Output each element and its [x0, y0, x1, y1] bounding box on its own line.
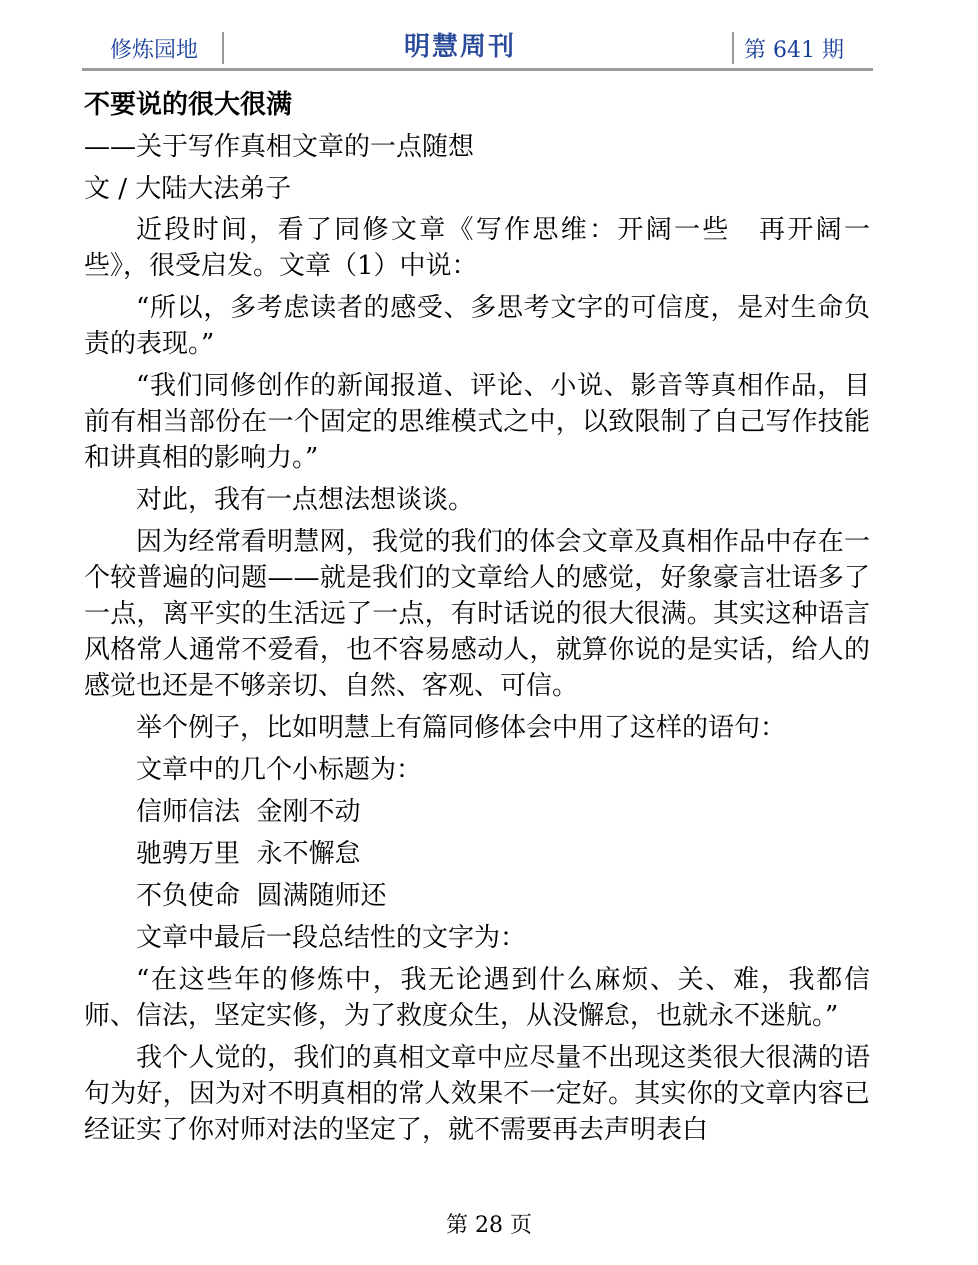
header-divider-left: [222, 32, 224, 64]
paragraph: 因为经常看明慧网，我觉的我们的体会文章及真相作品中存在一个较普遍的问题——就是我们的文章给人的感觉，好象豪言壮语多了一点，离平实的生活远了一点，有时话说的很大很满。其实这种语言风格常人通常不爱看，也不容易感动人，就算你说的是实话，给人的感觉也还是不够亲切、自然、客观、可信。: [84, 527, 870, 701]
page-header: [82, 22, 873, 71]
article-subtitle: ——关于写作真相文章的一点随想: [84, 132, 475, 162]
paragraph: 我个人觉的，我们的真相文章中应尽量不出现这类很大很满的语句为好，因为对不明真相的常人效果不一定好。其实你的文章内容已经证实了你对师对法的坚定了，就不需要再去声明表白: [84, 1043, 870, 1145]
paragraph: 对此，我有一点想法想谈谈。: [136, 485, 475, 515]
paragraph-quote: “我们同修创作的新闻报道、评论、小说、影音等真相作品，目前有相当部份在一个固定的思维模式之中，以致限制了自己写作技能和讲真相的影响力。”: [84, 371, 870, 473]
article-byline: 文 / 大陆大法弟子: [84, 174, 292, 204]
publication-title: 明慧周刊: [404, 32, 517, 62]
issue-number: 第 641 期: [744, 38, 844, 63]
paragraph-quote: “在这些年的修炼中，我无论遇到什么麻烦、关、难，我都信师、信法，坚定实修，为了救度众生，从没懈怠，也就永不迷航。”: [84, 965, 870, 1031]
article-title: 不要说的很大很满: [84, 90, 293, 120]
subheading-example: 不负使命 圆满随师还: [136, 881, 387, 911]
paragraph: 近段时间，看了同修文章《写作思维：开阔一些 再开阔一些》，很受启发。文章（1）中说：: [84, 215, 870, 281]
paragraph: 文章中的几个小标题为：: [136, 755, 423, 785]
paragraph: 举个例子，比如明慧上有篇同修体会中用了这样的语句：: [136, 713, 787, 743]
subheading-example: 信师信法 金刚不动: [136, 797, 361, 827]
page-number: 第 28 页: [446, 1213, 532, 1238]
paragraph-quote: “所以，多考虑读者的感受、多思考文字的可信度，是对生命负责的表现。”: [84, 293, 870, 359]
header-divider-right: [732, 32, 734, 64]
section-name: 修炼园地: [110, 38, 199, 63]
subheading-example: 驰骋万里 永不懈怠: [136, 839, 361, 869]
article-body: [84, 86, 870, 1154]
paragraph: 文章中最后一段总结性的文字为：: [136, 923, 527, 953]
